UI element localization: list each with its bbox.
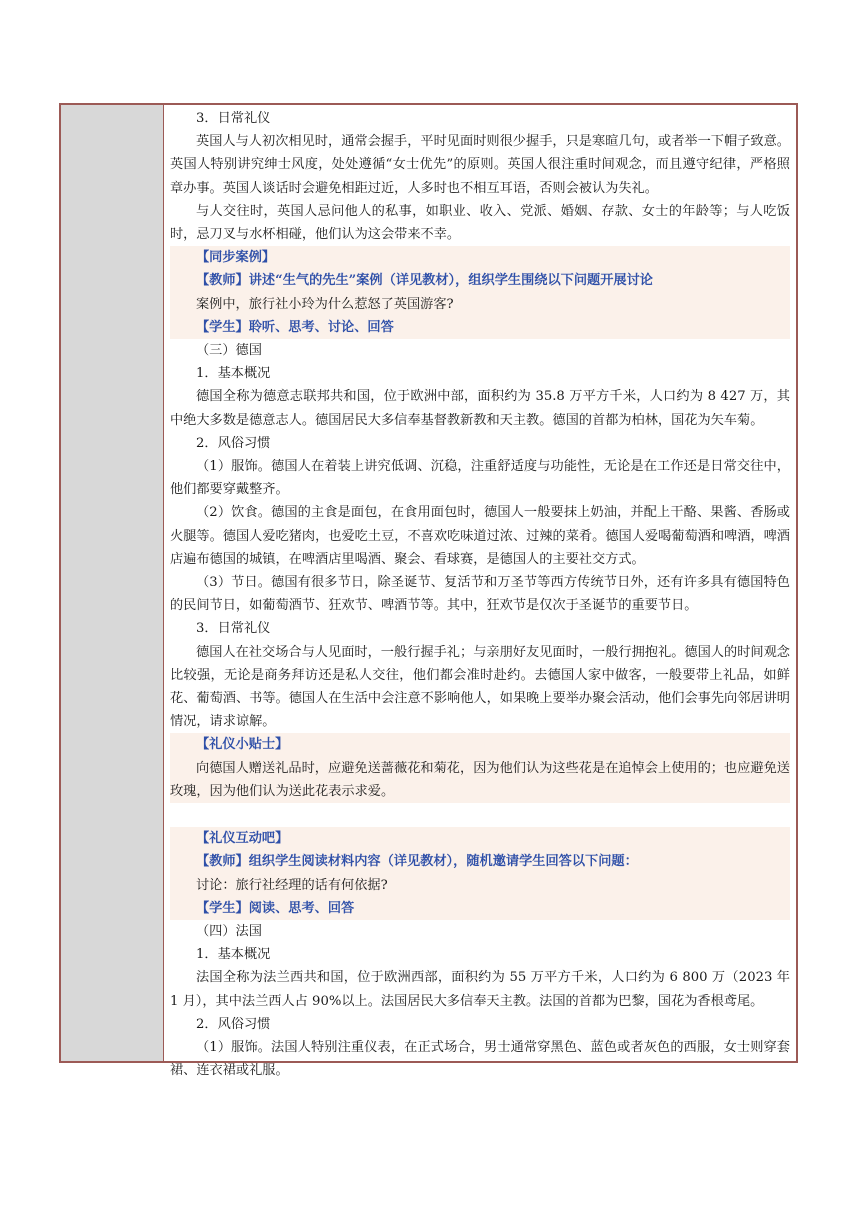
paragraph: 英国人与人初次相见时，通常会握手，平时见面时则很少握手，只是寒暄几句，或者举一下帽子致意。英国人特别讲究绅士风度，处处遵循“女士优先”的原则。英国人很注重时间观念，而且遵守纪律，严格照章办事。英国人谈话时会避免相距过近，人多时也不相互耳语，否则会被认为失礼。 bbox=[170, 134, 790, 196]
etiquette-tip-text: 向德国人赠送礼品时，应避免送蔷薇花和菊花，因为他们认为这些花是在追悼会上使用的；也应避免送玫瑰，因为他们认为送此花表示求爱。 bbox=[170, 757, 790, 803]
subsection-heading: 1．基本概况 bbox=[196, 366, 271, 382]
paragraph: （2）饮食。德国的主食是面包，在食用面包时，德国人一般要抹上奶油，并配上干酪、果酱、香肠或火腿等。德国人爱吃猪肉，也爱吃土豆，不喜欢吃味道过浓、过辣的菜肴。德国人爱喝葡萄酒和啤酒，啤酒店遍布德国的城镇，在啤酒店里喝酒、聚会、看球赛，是德国人的主要社交方式。 bbox=[170, 505, 790, 567]
table-content-cell bbox=[164, 105, 796, 1079]
etiquette-tip-heading: 【礼仪小贴士】 bbox=[170, 733, 790, 756]
section-heading: 3．日常礼仪 bbox=[196, 111, 271, 126]
paragraph: （1）服饰。德国人在着装上讲究低调、沉稳，注重舒适度与功能性，无论是在工作还是日常交往中，他们都要穿戴整齐。 bbox=[170, 459, 790, 498]
case-study-heading: 【同步案例】 bbox=[170, 246, 790, 269]
teacher-instruction: 【教师】讲述“生气的先生”案例（详见教材），组织学生围绕以下问题开展讨论 bbox=[170, 269, 790, 292]
lesson-plan-table bbox=[59, 103, 798, 1079]
section-heading: （四）法国 bbox=[196, 923, 262, 939]
paragraph: （3）节日。德国有很多节日，除圣诞节、复活节和万圣节等西方传统节日外，还有许多具有德国特色的民间节日，如葡萄酒节、狂欢节、啤酒节等。其中，狂欢节是仅次于圣诞节的重要节日。 bbox=[170, 575, 790, 614]
blank-line bbox=[170, 803, 790, 827]
subsection-heading: 2．风俗习惯 bbox=[196, 1016, 271, 1032]
case-question: 案例中，旅行社小玲为什么惹怒了英国游客? bbox=[170, 293, 790, 316]
subsection-heading: 2．风俗习惯 bbox=[196, 435, 271, 451]
subsection-heading: 3．日常礼仪 bbox=[196, 621, 271, 637]
student-activity: 【学生】聆听、思考、讨论、回答 bbox=[170, 316, 790, 339]
paragraph: 法国全称为法兰西共和国，位于欧洲西部，面积约为 55 万平方千米，人口约为 6 800 万（2023 年 1 月），其中法兰西人占 90%以上。法国居民大多信奉天主教。法国的首都为巴黎，国花为香根鸢尾。 bbox=[170, 970, 790, 1009]
discussion-question: 讨论：旅行社经理的话有何依据? bbox=[170, 874, 790, 897]
section-heading: （三）德国 bbox=[196, 343, 262, 359]
paragraph: 与人交往时，英国人忌问他人的私事，如职业、收入、党派、婚姻、存款、女士的年龄等；与人吃饭时，忌刀叉与水杯相碰，他们认为这会带来不幸。 bbox=[170, 203, 790, 243]
paragraph: 德国人在社交场合与人见面时，一般行握手礼；与亲朋好友见面时，一般行拥抱礼。德国人的时间观念比较强，无论是商务拜访还是私人交往，他们都会准时赴约。去德国人家中做客，一般要带上礼品，如鲜花、葡萄酒、书等。德国人在生活中会注意不影响他人，如果晚上要举办聚会活动，他们会事先向邻居讲明情况，请求谅解。 bbox=[170, 644, 790, 730]
paragraph: （1）服饰。法国人特别注重仪表，在正式场合，男士通常穿黑色、蓝色或者灰色的西服，女士则穿套裙、连衣裙或礼服。 bbox=[170, 1039, 790, 1079]
interaction-heading: 【礼仪互动吧】 bbox=[170, 827, 790, 850]
subsection-heading: 1．基本概况 bbox=[196, 947, 271, 963]
table-left-column bbox=[61, 105, 164, 1061]
paragraph: 德国全称为德意志联邦共和国，位于欧洲中部，面积约为 35.8 万平方千米，人口约为 8 427 万，其中绝大多数是德意志人。德国居民大多信奉基督教新教和天主教。德国的首都为柏林，国花为矢车菊。 bbox=[170, 389, 790, 428]
teacher-instruction: 【教师】组织学生阅读材料内容（详见教材），随机邀请学生回答以下问题： bbox=[170, 850, 790, 873]
student-activity: 【学生】阅读、思考、回答 bbox=[170, 897, 790, 920]
